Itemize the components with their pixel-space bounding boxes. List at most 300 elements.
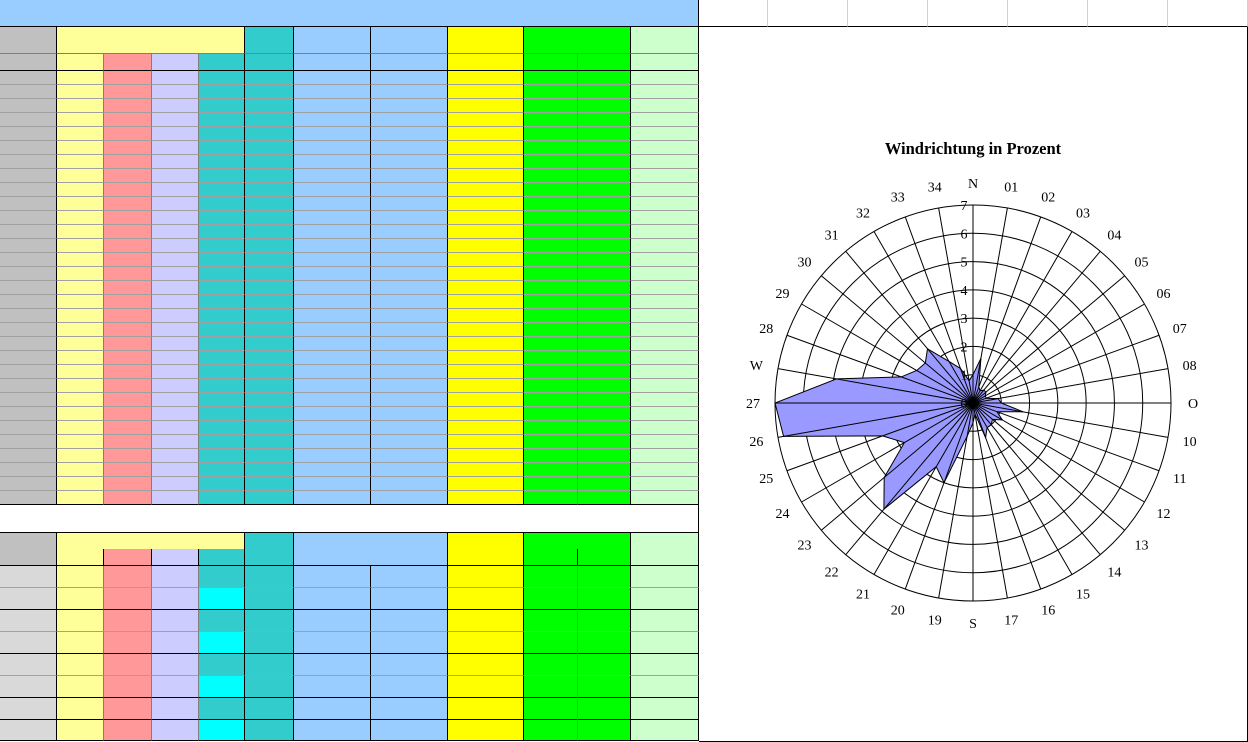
- day-value: [294, 323, 371, 337]
- day-value: [631, 477, 699, 491]
- summary-value: [371, 632, 448, 654]
- day-value: [371, 295, 448, 309]
- day-value: [152, 113, 199, 127]
- day-label: [0, 477, 57, 491]
- day-value: [57, 197, 104, 211]
- day-value: [152, 309, 199, 323]
- summary-value: [578, 566, 631, 588]
- day-value: [199, 309, 245, 323]
- summary-value: [199, 676, 245, 698]
- summary-label: [0, 654, 57, 676]
- day-value: [199, 267, 245, 281]
- day-value: [152, 127, 199, 141]
- day-value: [371, 113, 448, 127]
- summary-value: [371, 588, 448, 610]
- summary-value: [448, 720, 524, 741]
- day-value: [152, 365, 199, 379]
- day-label: [0, 309, 57, 323]
- empty-cell: [699, 0, 768, 27]
- summary-value: [199, 698, 245, 720]
- day-value: [57, 239, 104, 253]
- summary-value: [448, 566, 524, 588]
- day-value: [245, 127, 294, 141]
- day-value: [631, 351, 699, 365]
- header-sonne: [448, 27, 524, 54]
- day-value: [371, 197, 448, 211]
- day-value: [578, 225, 631, 239]
- day-value: [371, 407, 448, 421]
- day-value: [294, 379, 371, 393]
- day-value: [294, 239, 371, 253]
- subheader-niederschlag: [294, 54, 371, 71]
- summary-value: [199, 720, 245, 741]
- day-value: [199, 169, 245, 183]
- direction-label: 19: [927, 613, 942, 629]
- day-value: [245, 99, 294, 113]
- day-value: [57, 183, 104, 197]
- day-value: [524, 449, 578, 463]
- day-value: [152, 393, 199, 407]
- direction-label: 31: [824, 228, 839, 244]
- day-value: [631, 309, 699, 323]
- sum-subheader: [104, 549, 152, 566]
- day-value: [152, 281, 199, 295]
- day-value: [578, 281, 631, 295]
- day-value: [199, 225, 245, 239]
- summary-value: [524, 676, 578, 698]
- day-value: [294, 155, 371, 169]
- day-value: [578, 477, 631, 491]
- day-value: [199, 211, 245, 225]
- day-value: [448, 71, 524, 85]
- day-value: [448, 463, 524, 477]
- summary-value: [152, 632, 199, 654]
- summary-value: [578, 676, 631, 698]
- day-value: [245, 225, 294, 239]
- day-value: [631, 281, 699, 295]
- day-value: [448, 365, 524, 379]
- day-value: [152, 155, 199, 169]
- direction-label: 08: [1182, 358, 1197, 374]
- day-value: [524, 421, 578, 435]
- day-value: [578, 323, 631, 337]
- day-value: [104, 407, 152, 421]
- sum-subheader: [57, 549, 104, 566]
- day-value: [631, 323, 699, 337]
- subheader-tag: [0, 54, 57, 71]
- direction-label: 27: [746, 397, 760, 412]
- summary-value: [371, 676, 448, 698]
- day-value: [524, 99, 578, 113]
- day-value: [199, 463, 245, 477]
- direction-label: 05: [1134, 255, 1149, 271]
- summary-value: [199, 654, 245, 676]
- day-value: [152, 477, 199, 491]
- day-value: [448, 477, 524, 491]
- day-value: [245, 365, 294, 379]
- day-value: [57, 113, 104, 127]
- day-value: [104, 155, 152, 169]
- summary-value: [371, 698, 448, 720]
- day-label: [0, 421, 57, 435]
- day-value: [199, 155, 245, 169]
- sum-subheader: [578, 549, 631, 566]
- direction-label: 34: [927, 180, 942, 196]
- day-value: [57, 365, 104, 379]
- empty-cell: [848, 0, 928, 27]
- day-value: [152, 337, 199, 351]
- day-value: [371, 225, 448, 239]
- direction-label: 16: [1041, 603, 1056, 619]
- day-value: [152, 85, 199, 99]
- day-value: [294, 435, 371, 449]
- day-value: [104, 295, 152, 309]
- summary-label: [0, 720, 57, 741]
- header-wind: [524, 27, 631, 54]
- day-value: [245, 351, 294, 365]
- day-value: [578, 407, 631, 421]
- summary-value: [57, 676, 104, 698]
- day-value: [448, 225, 524, 239]
- day-value: [631, 99, 699, 113]
- day-value: [448, 141, 524, 155]
- day-value: [245, 463, 294, 477]
- summary-value: [524, 588, 578, 610]
- summary-value: [104, 720, 152, 741]
- day-value: [294, 253, 371, 267]
- direction-label: 32: [856, 206, 870, 222]
- day-value: [104, 351, 152, 365]
- summary-value: [245, 676, 294, 698]
- day-value: [57, 309, 104, 323]
- day-value: [152, 267, 199, 281]
- day-value: [631, 85, 699, 99]
- summary-value: [104, 588, 152, 610]
- direction-label: 15: [1076, 587, 1090, 603]
- day-value: [631, 379, 699, 393]
- day-label: [0, 491, 57, 505]
- day-value: [245, 141, 294, 155]
- r-tick-label: 4: [960, 283, 968, 299]
- day-value: [578, 449, 631, 463]
- summary-value: [104, 566, 152, 588]
- day-value: [294, 113, 371, 127]
- day-value: [371, 155, 448, 169]
- day-value: [294, 99, 371, 113]
- day-value: [631, 127, 699, 141]
- day-value: [57, 99, 104, 113]
- spacer: [0, 505, 699, 533]
- summary-value: [524, 720, 578, 741]
- summary-value: [578, 698, 631, 720]
- day-value: [245, 407, 294, 421]
- day-value: [524, 127, 578, 141]
- day-value: [371, 253, 448, 267]
- day-value: [578, 351, 631, 365]
- day-value: [294, 407, 371, 421]
- day-value: [524, 169, 578, 183]
- direction-label: 24: [775, 507, 790, 522]
- r-tick-label: 2: [960, 340, 968, 356]
- summary-value: [448, 610, 524, 632]
- day-value: [294, 225, 371, 239]
- direction-label: 29: [775, 287, 790, 302]
- day-label: [0, 365, 57, 379]
- day-value: [245, 169, 294, 183]
- day-value: [152, 449, 199, 463]
- summary-value: [245, 632, 294, 654]
- summary-value: [245, 610, 294, 632]
- wind-rose-chart: [699, 27, 1247, 741]
- day-label: [0, 253, 57, 267]
- day-value: [152, 295, 199, 309]
- summary-value: [57, 632, 104, 654]
- day-value: [578, 141, 631, 155]
- day-label: [0, 449, 57, 463]
- summary-value: [199, 588, 245, 610]
- summary-value: [631, 676, 699, 698]
- day-value: [57, 351, 104, 365]
- day-value: [371, 393, 448, 407]
- day-value: [104, 421, 152, 435]
- direction-label: 20: [890, 603, 905, 619]
- summary-value: [294, 676, 371, 698]
- day-value: [245, 393, 294, 407]
- day-value: [371, 351, 448, 365]
- day-value: [245, 211, 294, 225]
- day-value: [524, 309, 578, 323]
- direction-label: 21: [856, 587, 870, 603]
- subheader-schnee: [371, 54, 448, 71]
- day-value: [371, 421, 448, 435]
- day-value: [524, 407, 578, 421]
- day-value: [294, 281, 371, 295]
- day-label: [0, 155, 57, 169]
- day-value: [57, 141, 104, 155]
- day-value: [57, 253, 104, 267]
- summary-value: [104, 632, 152, 654]
- day-value: [631, 169, 699, 183]
- day-value: [294, 267, 371, 281]
- summary-value: [245, 566, 294, 588]
- day-value: [245, 267, 294, 281]
- day-value: [524, 183, 578, 197]
- r-tick-label: 0: [960, 397, 968, 412]
- day-value: [199, 295, 245, 309]
- day-value: [199, 365, 245, 379]
- summary-value: [578, 610, 631, 632]
- day-label: [0, 183, 57, 197]
- day-value: [152, 99, 199, 113]
- day-value: [371, 239, 448, 253]
- direction-label: 01: [1004, 180, 1019, 196]
- day-value: [631, 155, 699, 169]
- direction-label: W: [749, 358, 763, 374]
- day-value: [152, 183, 199, 197]
- day-value: [294, 211, 371, 225]
- day-value: [152, 407, 199, 421]
- day-value: [294, 141, 371, 155]
- day-value: [448, 253, 524, 267]
- day-value: [578, 127, 631, 141]
- day-value: [245, 113, 294, 127]
- summary-value: [631, 588, 699, 610]
- day-label: [0, 85, 57, 99]
- day-value: [57, 295, 104, 309]
- subheader-taupkt: [245, 54, 294, 71]
- summary-value: [199, 566, 245, 588]
- day-label: [0, 99, 57, 113]
- day-value: [448, 197, 524, 211]
- day-value: [631, 113, 699, 127]
- day-value: [371, 85, 448, 99]
- summary-value: [152, 676, 199, 698]
- summary-value: [294, 610, 371, 632]
- day-value: [448, 295, 524, 309]
- sum-header-sonne: [448, 533, 524, 549]
- header-niederschlag: [294, 27, 371, 54]
- summary-label: [0, 588, 57, 610]
- day-value: [57, 71, 104, 85]
- day-value: [371, 169, 448, 183]
- day-value: [578, 267, 631, 281]
- day-value: [57, 337, 104, 351]
- day-value: [245, 197, 294, 211]
- day-value: [578, 183, 631, 197]
- day-value: [152, 463, 199, 477]
- day-label: [0, 113, 57, 127]
- subheader-sonne: [448, 54, 524, 71]
- day-value: [104, 197, 152, 211]
- r-tick-label: 3: [960, 312, 968, 328]
- day-value: [578, 169, 631, 183]
- summary-value: [294, 720, 371, 741]
- day-label: [0, 225, 57, 239]
- day-value: [524, 337, 578, 351]
- day-value: [371, 449, 448, 463]
- day-value: [104, 309, 152, 323]
- day-value: [104, 71, 152, 85]
- day-label: [0, 295, 57, 309]
- subheader-windm: [524, 54, 578, 71]
- day-value: [524, 463, 578, 477]
- summary-value: [524, 698, 578, 720]
- direction-label: 12: [1156, 507, 1171, 522]
- subheader-luft: [631, 54, 699, 71]
- day-value: [152, 323, 199, 337]
- day-value: [57, 379, 104, 393]
- summary-value: [448, 676, 524, 698]
- day-value: [104, 99, 152, 113]
- day-value: [57, 281, 104, 295]
- day-value: [199, 337, 245, 351]
- sum-subheader: [0, 549, 57, 566]
- day-value: [524, 477, 578, 491]
- day-value: [199, 99, 245, 113]
- day-value: [294, 421, 371, 435]
- day-value: [578, 99, 631, 113]
- day-value: [578, 295, 631, 309]
- day-value: [371, 365, 448, 379]
- header-taupkt: [245, 27, 294, 54]
- summary-value: [294, 698, 371, 720]
- day-value: [631, 435, 699, 449]
- day-value: [152, 169, 199, 183]
- summary-value: [524, 566, 578, 588]
- day-value: [57, 323, 104, 337]
- day-value: [371, 71, 448, 85]
- summary-value: [294, 588, 371, 610]
- day-value: [104, 281, 152, 295]
- day-value: [199, 323, 245, 337]
- summary-value: [578, 720, 631, 741]
- day-label: [0, 267, 57, 281]
- empty-cell: [1168, 0, 1248, 27]
- day-value: [371, 463, 448, 477]
- day-value: [524, 379, 578, 393]
- day-value: [371, 491, 448, 505]
- day-value: [448, 99, 524, 113]
- summary-value: [294, 654, 371, 676]
- direction-label: N: [967, 177, 979, 192]
- day-value: [199, 197, 245, 211]
- sum-subheader: [294, 549, 448, 566]
- direction-label: 04: [1107, 228, 1122, 244]
- day-value: [104, 253, 152, 267]
- day-value: [199, 127, 245, 141]
- day-value: [631, 421, 699, 435]
- day-value: [294, 183, 371, 197]
- day-value: [448, 435, 524, 449]
- direction-label: S: [969, 617, 977, 632]
- day-value: [578, 393, 631, 407]
- day-value: [294, 393, 371, 407]
- day-value: [448, 449, 524, 463]
- header-schneehoehe: [371, 27, 448, 54]
- day-value: [578, 463, 631, 477]
- summary-value: [631, 698, 699, 720]
- day-value: [578, 337, 631, 351]
- day-value: [104, 435, 152, 449]
- summary-value: [578, 632, 631, 654]
- summary-value: [152, 698, 199, 720]
- day-value: [448, 85, 524, 99]
- r-tick-label: 7: [960, 199, 968, 214]
- direction-label: 23: [797, 538, 812, 554]
- day-value: [152, 211, 199, 225]
- summary-value: [578, 588, 631, 610]
- day-value: [199, 477, 245, 491]
- day-label: [0, 337, 57, 351]
- day-value: [57, 491, 104, 505]
- summary-value: [245, 698, 294, 720]
- day-value: [448, 211, 524, 225]
- day-label: [0, 169, 57, 183]
- day-value: [199, 449, 245, 463]
- wind-series-area: [775, 349, 1023, 509]
- day-value: [57, 211, 104, 225]
- day-value: [448, 337, 524, 351]
- day-value: [578, 113, 631, 127]
- sum-subheader: [152, 549, 199, 566]
- day-value: [578, 491, 631, 505]
- day-value: [524, 267, 578, 281]
- day-value: [578, 85, 631, 99]
- day-value: [631, 141, 699, 155]
- day-label: [0, 141, 57, 155]
- day-value: [524, 155, 578, 169]
- day-value: [294, 295, 371, 309]
